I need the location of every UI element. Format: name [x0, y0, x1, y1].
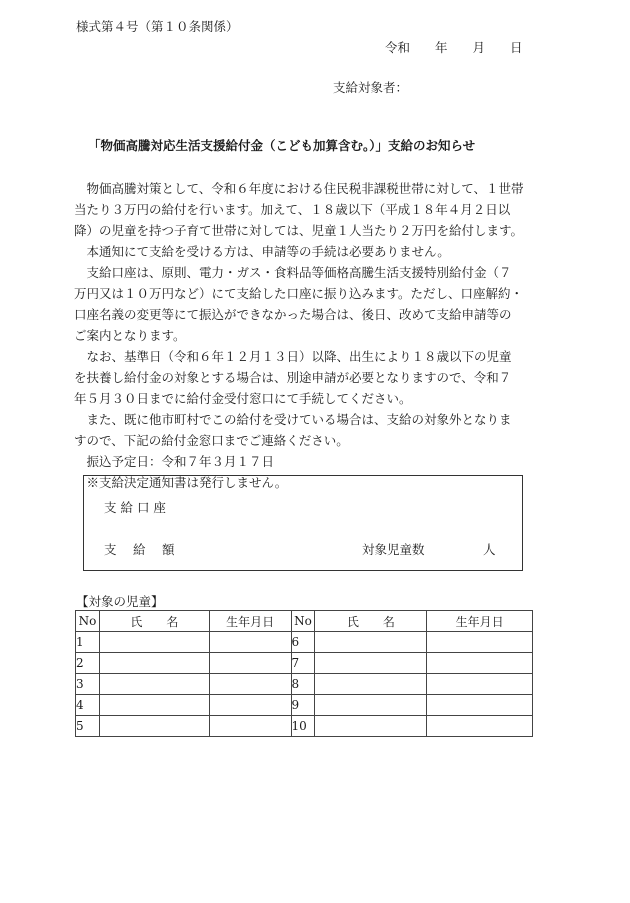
notice-title: 「物価高騰対応生活支援給付金（こども加算含む。）」支給のお知らせ	[88, 138, 476, 153]
birthdate-cell	[209, 716, 291, 737]
body-line: 口座名義の変更等にて振込ができなかった場合は、後日、改めて支給申請等の	[74, 307, 512, 322]
row-number: 6	[291, 632, 315, 653]
body-line: 年５月３０日までに給付金受付窓口にて手続してください。	[74, 391, 412, 406]
name-cell	[315, 695, 427, 716]
row-number: 2	[76, 653, 100, 674]
row-number: 10	[291, 716, 315, 737]
table-header-row	[76, 611, 533, 632]
row-number: 4	[76, 695, 100, 716]
row-number: 3	[76, 674, 100, 695]
body-line: なお、基準日（令和６年１２月１３日）以降、出生により１８歳以下の児童	[74, 349, 512, 364]
name-cell	[99, 695, 209, 716]
name-cell	[99, 674, 209, 695]
col-no: No	[291, 611, 315, 632]
birthdate-cell	[427, 653, 533, 674]
body-line: ※支給決定通知書は発行しません。	[74, 475, 288, 490]
col-name: 氏 名	[315, 611, 427, 632]
body-line: 降）の児童を持つ子育て世帯に対しては、児童１人当たり２万円を給付します。	[74, 223, 524, 238]
children-heading: 【対象の児童】	[76, 594, 164, 609]
name-cell	[315, 674, 427, 695]
table-row	[76, 632, 533, 653]
col-name: 氏 名	[99, 611, 209, 632]
body-line: また、既に他市町村でこの給付を受けている場合は、支給の対象外となりま	[74, 412, 512, 427]
birthdate-cell	[209, 653, 291, 674]
table-row	[76, 653, 533, 674]
birthdate-cell	[209, 695, 291, 716]
row-number: 5	[76, 716, 100, 737]
row-number: 9	[291, 695, 315, 716]
col-birthdate: 生年月日	[209, 611, 291, 632]
account-label: 支 給 口 座	[104, 500, 166, 515]
body-line: 物価高騰対策として、令和６年度における住民税非課税世帯に対して、１世帯	[74, 181, 524, 196]
table-row	[76, 695, 533, 716]
form-number: 様式第４号（第１０条関係）	[76, 19, 239, 34]
body-line: すので、下記の給付金窓口までご連絡ください。	[74, 433, 349, 448]
birthdate-cell	[427, 695, 533, 716]
person-unit: 人	[483, 542, 496, 557]
issue-date: 令和 年 月 日	[385, 40, 523, 55]
payment-info-box	[83, 475, 523, 571]
notice-body	[74, 178, 556, 493]
body-line: 本通知にて支給を受ける方は、申請等の手続は必要ありません。	[74, 244, 450, 259]
body-line: 万円又は１０万円など）にて支給した口座に振り込みます。ただし、口座解約・	[74, 286, 524, 301]
body-line: ご案内となります。	[74, 328, 186, 343]
children-table	[75, 610, 533, 737]
name-cell	[315, 653, 427, 674]
col-no: No	[76, 611, 100, 632]
table-row	[76, 674, 533, 695]
birthdate-cell	[209, 674, 291, 695]
body-line: 振込予定日：令和７年３月１７日	[74, 454, 275, 469]
children-count-label: 対象児童数	[362, 542, 425, 557]
recipient-label: 支給対象者：	[333, 80, 409, 95]
body-line: を扶養し給付金の対象とする場合は、別途申請が必要となりますので、令和７	[74, 370, 512, 385]
birthdate-cell	[209, 632, 291, 653]
col-birthdate: 生年月日	[427, 611, 533, 632]
name-cell	[99, 632, 209, 653]
name-cell	[99, 653, 209, 674]
row-number: 1	[76, 632, 100, 653]
table-row	[76, 716, 533, 737]
birthdate-cell	[427, 674, 533, 695]
name-cell	[99, 716, 209, 737]
name-cell	[315, 716, 427, 737]
row-number: 7	[291, 653, 315, 674]
body-line: 当たり３万円の給付を行います。加えて、１８歳以下（平成１８年４月２日以	[74, 202, 511, 217]
birthdate-cell	[427, 716, 533, 737]
birthdate-cell	[427, 632, 533, 653]
amount-label: 支 給 額	[104, 542, 175, 557]
name-cell	[315, 632, 427, 653]
body-line: 支給口座は、原則、電力・ガス・食料品等価格高騰生活支援特別給付金（７	[74, 265, 512, 280]
row-number: 8	[291, 674, 315, 695]
